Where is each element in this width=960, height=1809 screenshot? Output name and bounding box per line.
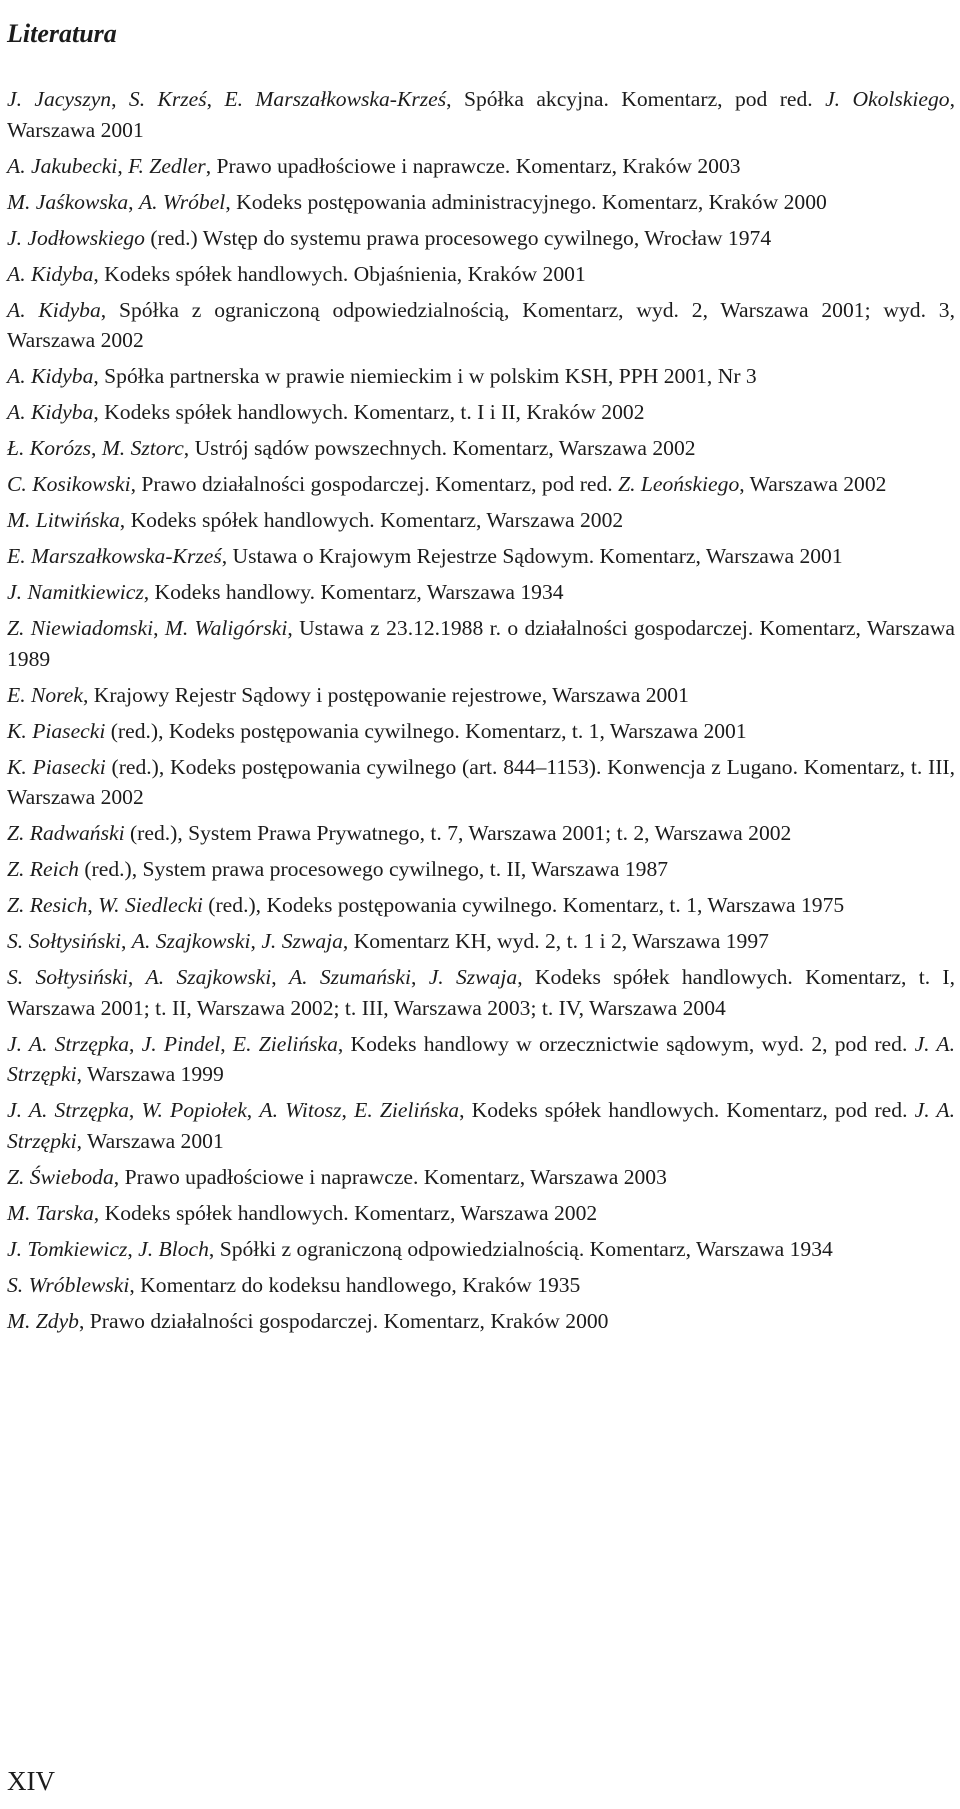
bibliography-entry xyxy=(7,361,955,392)
entry-author: S. Krześ xyxy=(128,87,207,111)
entry-text: , Warszawa 2002 xyxy=(739,472,887,496)
entry-author: A. Szumański xyxy=(288,965,411,989)
entry-author: E. Marszałkowska-Krześ xyxy=(7,544,222,568)
bibliography-entry xyxy=(7,752,955,813)
entry-author: J. A. Strzępki xyxy=(7,1031,955,1086)
entry-author: C. Kosikowski xyxy=(7,472,131,496)
bibliography-entry xyxy=(7,151,955,182)
entry-author: Ł. Korózs xyxy=(7,436,92,460)
bibliography-entry xyxy=(7,469,955,500)
entry-text: , xyxy=(87,893,99,917)
entry-text: (red.), System Prawa Prywatnego, t. 7, Warszawa 2001; t. 2, Warszawa 2002 xyxy=(124,821,792,845)
entry-author: K. Piasecki xyxy=(7,754,106,779)
entry-author: J. Okolskiego xyxy=(825,87,950,111)
entry-text: (red.), Kodeks postępowania cywilnego (art. 844–1153). Konwencja z Lugano. Komentarz, t. III, Warszawa 2002 xyxy=(7,754,956,809)
bibliography-entry xyxy=(7,1029,955,1090)
entry-author: Z. Świeboda xyxy=(7,1164,114,1189)
entry-text: , xyxy=(127,965,146,989)
bibliography-list xyxy=(7,84,955,1342)
bibliography-entry xyxy=(7,433,955,464)
entry-text: , xyxy=(246,1098,260,1122)
bibliography-entry xyxy=(7,1162,955,1193)
entry-text: (red.), Kodeks postępowania cywilnego. Komentarz, t. 1, Warszawa 1975 xyxy=(202,893,845,917)
entry-text: , Warszawa 1999 xyxy=(76,1062,224,1086)
entry-text: , Kodeks handlowy. Komentarz, Warszawa 1934 xyxy=(143,580,564,604)
entry-text: , xyxy=(117,153,129,178)
entry-text: , Krajowy Rejestr Sądowy i postępowanie rejestrowe, Warszawa 2001 xyxy=(82,682,689,707)
entry-text: (red.), System prawa procesowego cywilnego, t. II, Warszawa 1987 xyxy=(78,857,669,881)
entry-text: , Kodeks spółek handlowych. Komentarz, t. I i II, Kraków 2002 xyxy=(93,400,645,424)
entry-author: A. Szajkowski xyxy=(145,965,272,989)
bibliography-entry xyxy=(7,223,955,254)
entry-text: , Spółka akcyjna. Komentarz, pod red. xyxy=(446,87,826,111)
entry-text: , Kodeks spółek handlowych. Objaśnienia, Kraków 2001 xyxy=(93,261,586,286)
entry-author: J. A. Strzępka xyxy=(7,1098,129,1122)
entry-text: , Kodeks spółek handlowych. Komentarz, Warszawa 2002 xyxy=(93,1200,598,1225)
entry-text: , Kodeks spółek handlowych. Komentarz, pod red. xyxy=(459,1098,915,1122)
entry-author: J. Bloch xyxy=(138,1236,209,1261)
entry-author: A. Wróbel xyxy=(138,189,226,214)
entry-author: E. Zielińska xyxy=(232,1031,338,1056)
entry-author: S. Sołtysiński xyxy=(7,929,121,953)
entry-author: J. Pindel xyxy=(141,1031,221,1056)
bibliography-entry xyxy=(7,962,955,1023)
entry-author: J. Tomkiewicz xyxy=(7,1236,128,1261)
entry-author: E. Norek xyxy=(7,682,83,707)
bibliography-entry xyxy=(7,1270,955,1301)
entry-text: , xyxy=(127,1236,139,1261)
entry-author: Z. Niewiadomski xyxy=(7,616,154,640)
bibliography-entry xyxy=(7,1198,955,1229)
entry-text: , Komentarz do kodeksu handlowego, Kraków 1935 xyxy=(129,1272,581,1297)
entry-text: , Prawo upadłościowe i naprawcze. Komentarz, Kraków 2003 xyxy=(205,153,741,178)
bibliography-entry xyxy=(7,716,955,747)
bibliography-entry xyxy=(7,259,955,290)
entry-author: J. Jacyszyn xyxy=(7,87,112,111)
entry-text: , Prawo działalności gospodarczej. Komentarz, Kraków 2000 xyxy=(78,1308,609,1333)
entry-text: , xyxy=(128,1098,142,1122)
entry-author: J. Namitkiewicz xyxy=(7,580,144,604)
entry-text: , Ustawa z 23.12.1988 r. o działalności gospodarczej. Komentarz, Warszawa 1989 xyxy=(7,616,956,671)
entry-author: J. A. Strzępka xyxy=(7,1031,130,1056)
entry-text: , xyxy=(91,436,102,460)
bibliography-entry xyxy=(7,890,955,921)
entry-author: F. Zedler xyxy=(128,153,206,178)
entry-author: W. Siedlecki xyxy=(98,893,203,917)
entry-text: , Warszawa 2001 xyxy=(7,87,955,142)
entry-author: S. Sołtysiński xyxy=(7,965,128,989)
entry-text: , Spółka z ograniczoną odpowiedzialnością, Komentarz, wyd. 2, Warszawa 2001; wyd. 3, Warszawa 2002 xyxy=(7,297,955,352)
entry-text: , xyxy=(153,616,165,640)
entry-author: M. Sztorc xyxy=(101,436,184,460)
entry-text: , xyxy=(128,189,139,214)
bibliography-entry xyxy=(7,577,955,608)
entry-text: (red.), Kodeks postępowania cywilnego. Komentarz, t. 1, Warszawa 2001 xyxy=(105,718,747,743)
entry-author: Z. Radwański xyxy=(7,821,125,845)
entry-author: M. Litwińska xyxy=(7,508,120,532)
bibliography-entry xyxy=(7,818,955,849)
entry-author: M. Tarska xyxy=(7,1200,94,1225)
bibliography-entry xyxy=(7,505,955,536)
entry-author: J. Jodłowskiego xyxy=(7,225,145,250)
page-number: XIV xyxy=(7,1766,55,1796)
entry-author: M. Waligórski xyxy=(164,616,288,640)
entry-text: , Warszawa 2001 xyxy=(76,1128,224,1153)
bibliography-entry xyxy=(7,680,955,711)
entry-author: S. Wróblewski xyxy=(7,1272,130,1297)
entry-text: , Spółka partnerska w prawie niemieckim i w polskim KSH, PPH 2001, Nr 3 xyxy=(93,364,757,388)
page-title: Literatura xyxy=(7,19,117,49)
entry-author: J. Szwaja xyxy=(261,929,343,953)
entry-text: , Ustawa o Krajowym Rejestrze Sądowym. Komentarz, Warszawa 2001 xyxy=(221,544,843,568)
entry-author: Z. Leońskiego xyxy=(618,472,740,496)
entry-author: Z. Resich xyxy=(7,893,88,917)
entry-text: (red.) Wstęp do systemu prawa procesowego cywilnego, Wrocław 1974 xyxy=(144,225,772,250)
entry-author: A. Szajkowski xyxy=(131,929,251,953)
bibliography-entry xyxy=(7,84,955,145)
bibliography-entry xyxy=(7,397,955,428)
bibliography-entry xyxy=(7,1306,955,1337)
entry-text: , xyxy=(250,929,262,953)
entry-author: K. Piasecki xyxy=(7,718,106,743)
entry-author: M. Zdyb xyxy=(7,1308,79,1333)
entry-text: , xyxy=(411,965,429,989)
entry-author: E. Zielińska xyxy=(354,1098,460,1122)
entry-text: , xyxy=(129,1031,142,1056)
entry-author: A. Jakubecki xyxy=(7,153,118,178)
entry-text: , Kodeks spółek handlowych. Komentarz, Warszawa 2002 xyxy=(119,508,624,532)
entry-author: A. Kidyba xyxy=(7,261,94,286)
bibliography-entry xyxy=(7,613,955,674)
entry-text: , Prawo działalności gospodarczej. Komentarz, pod red. xyxy=(130,472,619,496)
bibliography-entry xyxy=(7,295,955,356)
entry-text: , Ustrój sądów powszechnych. Komentarz, Warszawa 2002 xyxy=(183,436,696,460)
entry-author: J. A. Strzępki xyxy=(7,1098,955,1153)
bibliography-entry xyxy=(7,187,955,218)
bibliography-entry xyxy=(7,1234,955,1265)
entry-text: , Spółki z ograniczoną odpowiedzialnością. Komentarz, Warszawa 1934 xyxy=(208,1236,833,1261)
entry-author: Z. Reich xyxy=(7,857,79,881)
entry-text: , Kodeks spółek handlowych. Komentarz, t. I, Warszawa 2001; t. II, Warszawa 2002; t. III, Warszawa 2003; t. IV, Warszawa 2004 xyxy=(7,965,955,1020)
entry-author: E. Marszałkowska-Krześ xyxy=(224,87,447,111)
entry-text: , xyxy=(120,929,132,953)
bibliography-entry xyxy=(7,1095,955,1156)
entry-text: , xyxy=(111,87,129,111)
entry-author: W. Popiołek xyxy=(141,1098,247,1122)
entry-text: , xyxy=(271,965,289,989)
bibliography-entry xyxy=(7,541,955,572)
entry-text: , xyxy=(341,1098,355,1122)
bibliography-entry xyxy=(7,854,955,885)
entry-author: A. Kidyba xyxy=(7,297,101,322)
entry-author: J. Szwaja xyxy=(428,965,518,989)
entry-author: A. Kidyba xyxy=(7,364,94,388)
entry-text: , Kodeks postępowania administracyjnego. Komentarz, Kraków 2000 xyxy=(225,189,827,214)
entry-text: , Prawo upadłościowe i naprawcze. Komentarz, Warszawa 2003 xyxy=(113,1164,667,1189)
entry-text: , Kodeks handlowy w orzecznictwie sądowym, wyd. 2, pod red. xyxy=(337,1031,915,1056)
entry-text: , xyxy=(206,87,225,111)
entry-author: A. Kidyba xyxy=(7,400,94,424)
bibliography-entry xyxy=(7,926,955,957)
entry-text: , xyxy=(220,1031,233,1056)
entry-text: , Komentarz KH, wyd. 2, t. 1 i 2, Warszawa 1997 xyxy=(342,929,769,953)
entry-author: M. Jaśkowska xyxy=(7,189,129,214)
entry-author: A. Witosz xyxy=(259,1098,342,1122)
